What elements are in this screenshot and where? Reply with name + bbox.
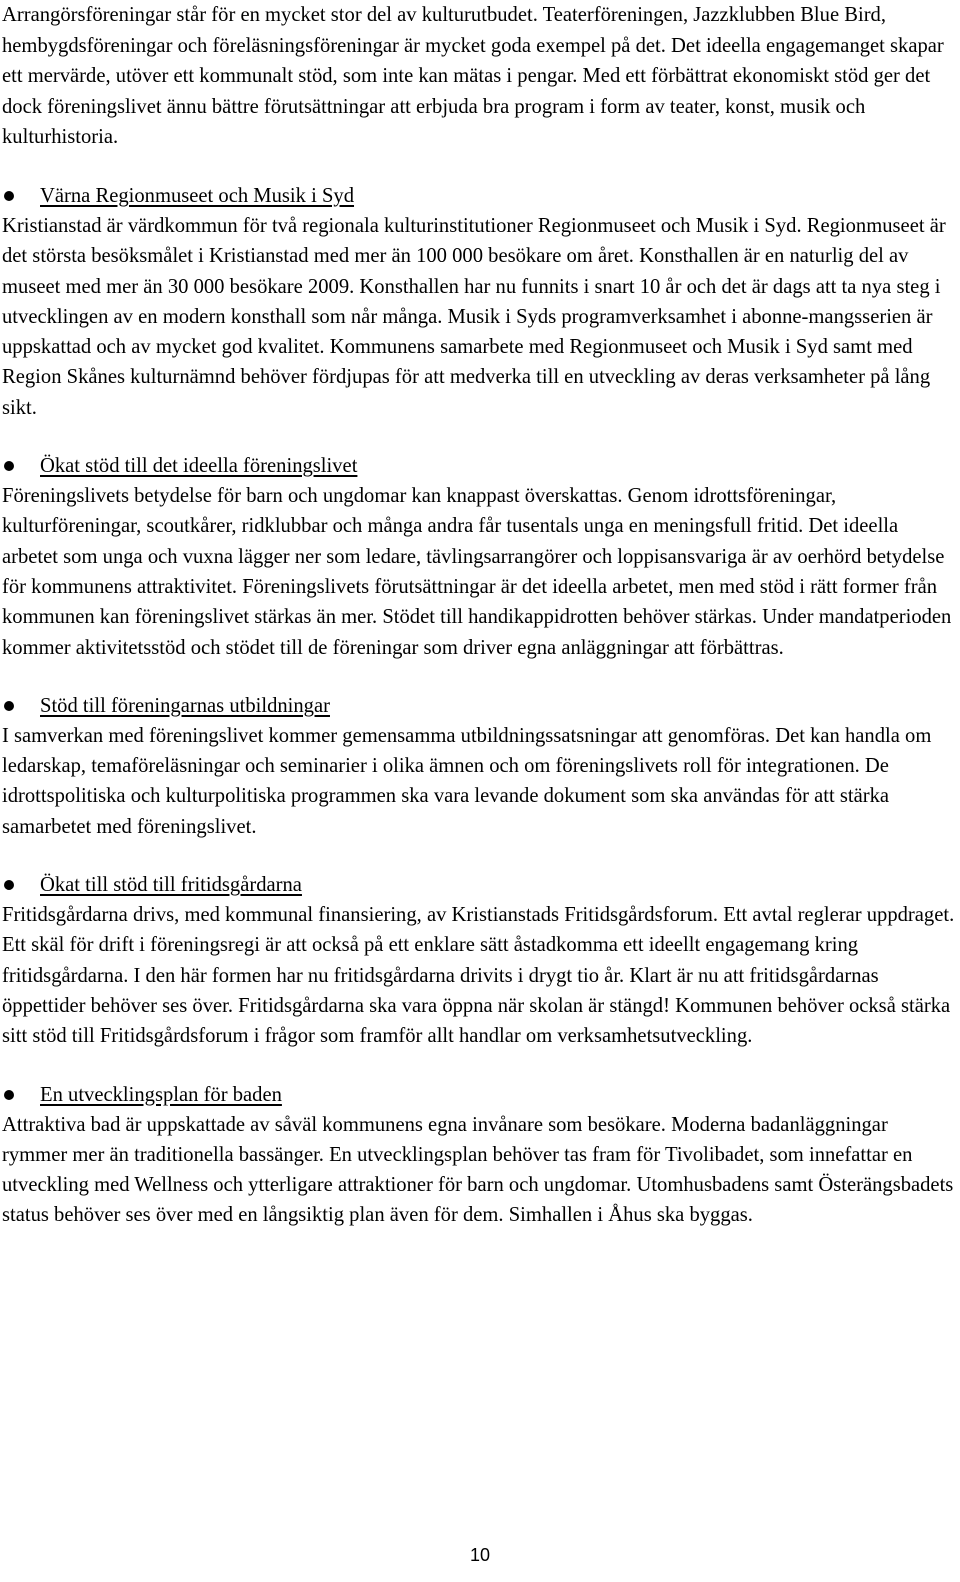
section-heading-row (2, 451, 956, 481)
section-body: I samverkan med föreningslivet kommer gemensamma utbildningssatsningar att genomföras. Det kan handla om ledarskap, temaföreläsningar och seminarier i olika ämnen och om föreningslivets roll för integrationen. De idrottspolitiska och kulturpolitiska programmen ska vara levande dokument som ska användas för att stärka samarbetet med föreningslivet. (2, 724, 932, 838)
bullet-icon (4, 880, 14, 890)
section-body: Attraktiva bad är uppskattade av såväl kommunens egna invånare som besökare. Moderna badanläggningar rymmer mer än traditionella bassänger. En utvecklingsplan behöver tas fram för Tivolibadet, som innefattar en utveckling med Wellness och ytterligare attraktioner för barn och ungdomar. Utomhusbadens samt Österängsbadets status behöver ses över med en långsiktig plan även för dem. Simhallen i Åhus ska byggas. (2, 1113, 954, 1227)
section-regionmuseet (2, 181, 956, 423)
section-heading: Ökat till stöd till fritidsgårdarna (40, 874, 302, 897)
section-fritidsgardarna (2, 870, 956, 1051)
section-body: Fritidsgårdarna drivs, med kommunal finansiering, av Kristianstads Fritidsgårdsforum. Ett avtal reglerar uppdraget. Ett skäl för drift i föreningsregi är att också på ett enklare sätt åstadkomma ett ideellt engagemang kring fritidsgårdarna. I den här formen har nu fritidsgårdarna drivits i drygt tio år. Klart är nu att fritidsgårdarnas öppettider behöver ses över. Fritidsgårdarna ska vara öppna när skolan är stängd! Kommunen behöver också stärka sitt stöd till Fritidsgårdsforum i frågor som framför allt handlar om verksamhetsutveckling. (2, 904, 955, 1048)
page-number: 10 (469, 1545, 491, 1565)
section-heading: En utvecklingsplan för baden (40, 1083, 282, 1106)
section-heading: Stöd till föreningarnas utbildningar (40, 694, 330, 717)
section-utbildningar (2, 691, 956, 842)
section-heading-row (2, 870, 956, 900)
section-heading-row (2, 1080, 956, 1110)
intro-paragraph: Arrangörsföreningar står för en mycket stor del av kulturutbudet. Teaterföreningen, Jazzklubben Blue Bird, hembygdsföreningar och föreläsningsföreningar är mycket goda exempel på det. Det ideella engagemanget skapar ett mervärde, utöver ett kommunalt stöd, som inte kan mätas i pengar. Med ett förbättrat ekonomiskt stöd ger det dock föreningslivet ännu bättre förutsättningar att erbjuda bra program i form av teater, konst, musik och kulturhistoria. (2, 4, 944, 149)
section-heading-row (2, 691, 956, 721)
bullet-icon (4, 1090, 14, 1100)
bullet-icon (4, 461, 14, 471)
section-body: Kristianstad är värdkommun för två regionala kulturinstitutioner Regionmuseet och Musik i Syd. Regionmuseet är det största besöksmålet i Kristianstad med mer än 100 000 besökare om året. Konsthallen är en naturlig del av museet med mer än 30 000 besökare 2009. Konsthallen har nu funnits i snart 10 år och det är dags att ta nya steg i utvecklingen av en modern konsthall som når många. Musik i Syds programverksamhet i abonne-mangsserien är uppskattad och av mycket god kvalitet. Kommunens samarbete med Regionmuseet och Musik i Syd samt med Region Skånes kulturnämnd behöver fördjupas för att medverka till en utveckling av deras verksamheter på lång sikt. (2, 214, 946, 419)
section-foreningslivet (2, 451, 956, 663)
document-page (2, 0, 956, 1231)
section-heading: Ökat stöd till det ideella föreningslivet (40, 455, 358, 478)
bullet-icon (4, 191, 14, 201)
section-heading: Värna Regionmuseet och Musik i Syd (40, 184, 355, 207)
bullet-icon (4, 701, 14, 711)
section-heading-row (2, 181, 956, 211)
section-baden (2, 1080, 956, 1231)
section-body: Föreningslivets betydelse för barn och ungdomar kan knappast överskattas. Genom idrottsföreningar, kulturföreningar, scoutkårer, ridklubbar och många andra får tusentals unga en meningsfull fritid. Det ideella arbetet som unga och vuxna lägger ner som ledare, tävlingsarrangörer och loppisansvariga är av oerhörd betydelse för kommunens attraktivitet. Föreningslivets förutsättningar är det ideella arbetet, men med stöd i rätt former från kommunen kan föreningslivet stärkas än mer. Stödet till handikappidrotten behöver stärkas. Under mandatperioden kommer aktivitetsstöd och stödet till de föreningar som driver egna anläggningar att förbättras. (2, 485, 952, 659)
